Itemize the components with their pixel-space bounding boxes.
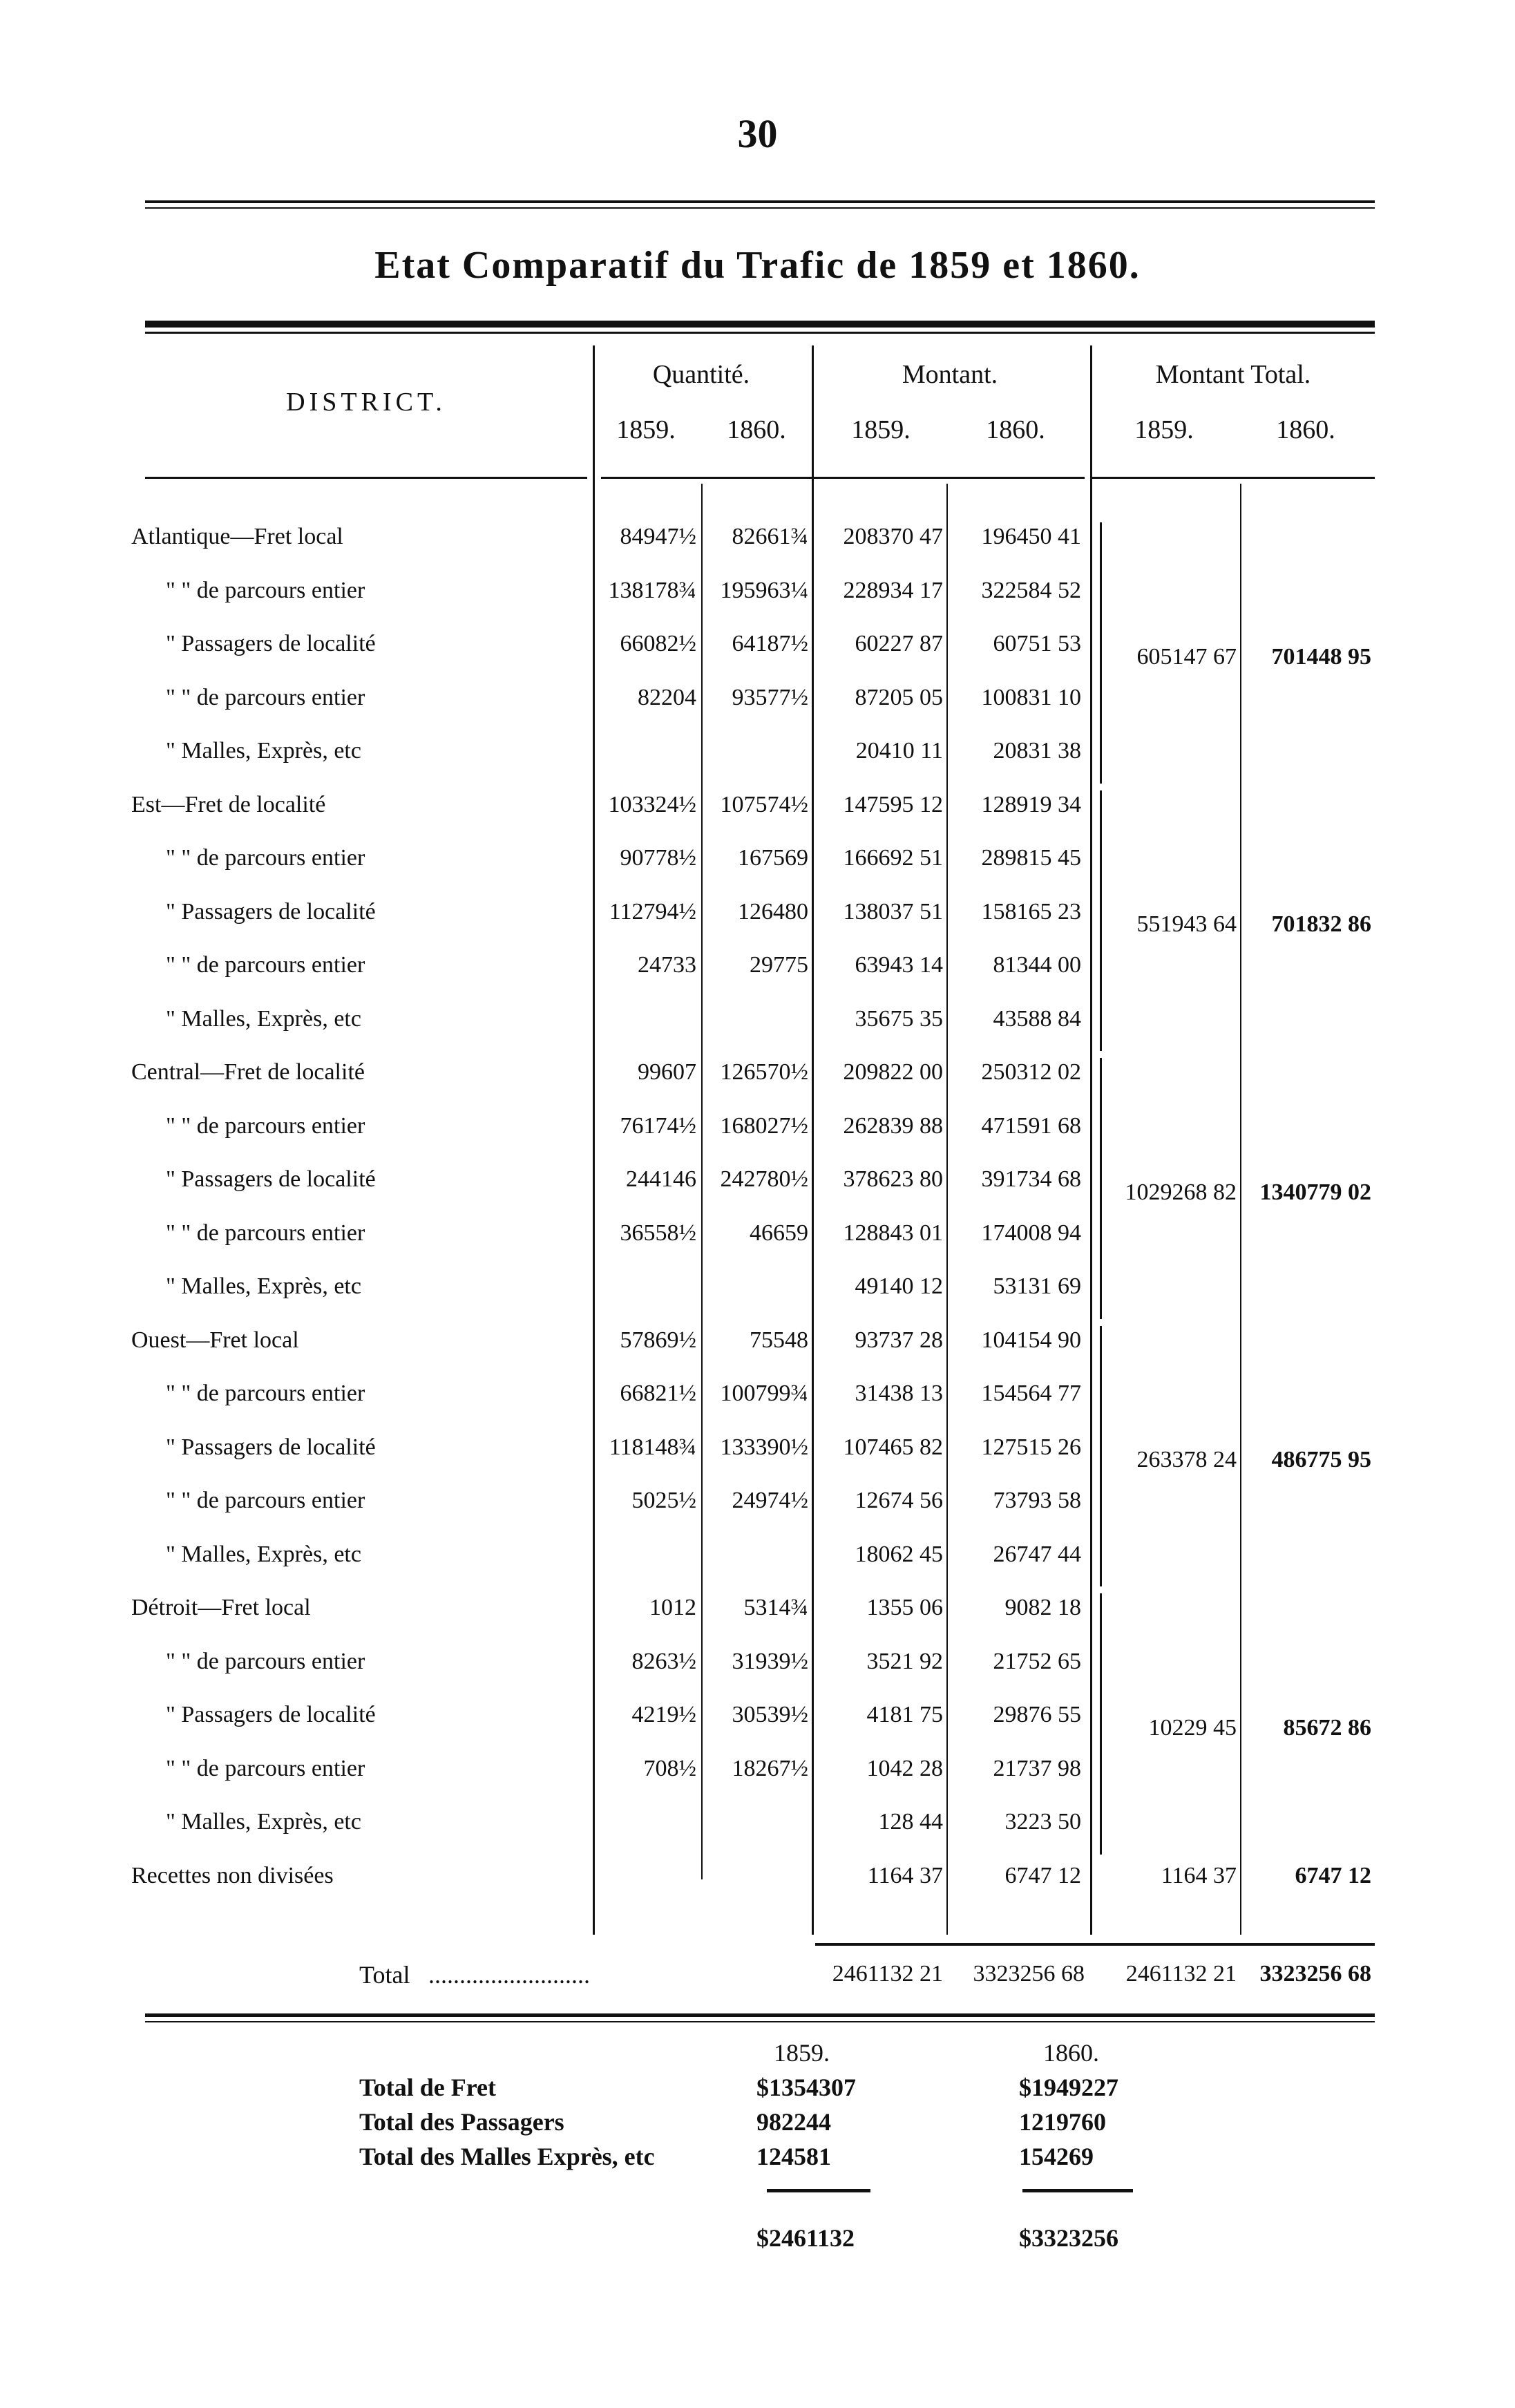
- row-label: Atlantique—Fret local: [131, 524, 343, 549]
- montant-1859: 18062 45: [855, 1541, 943, 1567]
- montant-1860: 471591 68: [981, 1112, 1081, 1139]
- row-label: " Malles, Exprès, etc: [166, 1273, 361, 1299]
- qty-1860: 46659: [750, 1220, 808, 1246]
- montant-1859: 3521 92: [866, 1648, 943, 1674]
- title-rule-b: [145, 332, 1375, 334]
- montant-1860: 81344 00: [993, 952, 1081, 978]
- qty-1859: 76174½: [620, 1112, 696, 1139]
- qty-1859: 66082½: [620, 631, 696, 656]
- row-label: " Malles, Exprès, etc: [166, 738, 361, 764]
- row-label: " Passagers de localité: [166, 1702, 376, 1727]
- total-label-dots: ..........................: [428, 1961, 590, 1989]
- qty-1860: 5314¾: [743, 1595, 808, 1620]
- recettes-t59: 1164 37: [1161, 1862, 1237, 1888]
- col-line-m-inner: [946, 484, 948, 1935]
- montant-1860: 9082 18: [1004, 1595, 1081, 1620]
- qty-1859: 8263½: [631, 1648, 696, 1674]
- row-label: Détroit—Fret local: [131, 1595, 311, 1620]
- header-t-1860: 1860.: [1276, 415, 1335, 444]
- group-brace: [1090, 522, 1102, 784]
- montant-1860: 26747 44: [993, 1541, 1081, 1567]
- row-label: " Malles, Exprès, etc: [166, 1005, 361, 1032]
- montant-1860: 289815 45: [981, 845, 1081, 871]
- header-district: DISTRICT.: [286, 388, 446, 417]
- summary-label: Total de Fret: [359, 2074, 496, 2101]
- montant-1860: 53131 69: [993, 1273, 1081, 1299]
- row-label: " " de parcours entier: [166, 1220, 365, 1246]
- montant-1859: 209822 00: [843, 1059, 943, 1085]
- summary-1860: $1949227: [1019, 2074, 1118, 2101]
- row-label: " " de parcours entier: [166, 684, 365, 710]
- total-rule-top: [815, 1943, 1375, 1946]
- summary-1860: 1219760: [1019, 2108, 1106, 2136]
- qty-1859: 5025½: [631, 1488, 696, 1513]
- qty-1859: 118148¾: [609, 1434, 696, 1460]
- qty-1859: 112794½: [609, 898, 696, 925]
- montant-1859: 87205 05: [855, 684, 943, 710]
- summary-1859: 124581: [756, 2143, 831, 2170]
- header-q-1860: 1860.: [727, 415, 786, 444]
- montant-1860: 104154 90: [981, 1327, 1081, 1353]
- qty-1860: 82661¾: [732, 524, 808, 549]
- group-brace: [1090, 1326, 1102, 1587]
- title-rule-a: [145, 321, 1375, 328]
- montant-1859: 128843 01: [843, 1220, 943, 1246]
- qty-1859: 57869½: [620, 1327, 696, 1353]
- montant-1860: 250312 02: [981, 1059, 1081, 1085]
- montant-1859: 12674 56: [855, 1488, 943, 1513]
- montant-1859: 147595 12: [843, 791, 943, 817]
- total-t59: 2461132 21: [1125, 1961, 1237, 1987]
- total-bottom-rule-a: [145, 2013, 1375, 2017]
- montant-1859: 1042 28: [866, 1755, 943, 1781]
- montant-1859: 60227 87: [855, 631, 943, 656]
- row-label: " Malles, Exprès, etc: [166, 1541, 361, 1567]
- summary-year-1859: 1859.: [774, 2039, 830, 2067]
- row-label: " Passagers de localité: [166, 1434, 376, 1460]
- montant-1859: 208370 47: [843, 524, 943, 549]
- header-bottom-rule-mid: [601, 477, 1085, 479]
- qty-1859: 1012: [649, 1595, 696, 1620]
- montant-1859: 138037 51: [843, 898, 943, 925]
- montant-1860: 60751 53: [993, 631, 1081, 656]
- montant-1860: 73793 58: [993, 1488, 1081, 1513]
- row-label: " Passagers de localité: [166, 1166, 376, 1192]
- montant-1860: 29876 55: [993, 1702, 1081, 1727]
- row-label: " " de parcours entier: [166, 1648, 365, 1674]
- qty-1860: 168027½: [720, 1112, 808, 1139]
- row-label: " Passagers de localité: [166, 898, 376, 925]
- montant-1859: 35675 35: [855, 1005, 943, 1032]
- qty-1860: 64187½: [732, 631, 808, 656]
- montant-1860: 196450 41: [981, 524, 1081, 549]
- total-bottom-rule-b: [145, 2021, 1375, 2022]
- summary-1860: 154269: [1019, 2143, 1094, 2170]
- total-1860: 486775 95: [1271, 1447, 1371, 1473]
- montant-1859: 63943 14: [855, 952, 943, 978]
- qty-1860: 126480: [738, 898, 808, 925]
- total-1860: 85672 86: [1283, 1714, 1371, 1741]
- qty-1860: 18267½: [732, 1755, 808, 1781]
- qty-1860: 29775: [750, 952, 808, 978]
- montant-1860: 20831 38: [993, 738, 1081, 764]
- summary-rule-1860: [1022, 2189, 1133, 2192]
- qty-1860: 133390½: [720, 1434, 808, 1460]
- montant-1859: 228934 17: [843, 577, 943, 603]
- qty-1859: 24733: [638, 952, 696, 978]
- summary-rule-1859: [767, 2189, 870, 2192]
- qty-1860: 242780½: [720, 1166, 808, 1192]
- row-label: " " de parcours entier: [166, 952, 365, 978]
- montant-1859: 378623 80: [843, 1166, 943, 1192]
- total-1860: 701448 95: [1271, 643, 1371, 670]
- qty-1860: 107574½: [720, 791, 808, 817]
- header-bottom-rule-right: [1092, 477, 1375, 479]
- total-1860: 1340779 02: [1259, 1179, 1371, 1205]
- total-1859: 551943 64: [1136, 911, 1237, 938]
- header-montant: Montant.: [902, 360, 998, 389]
- montant-1859: 107465 82: [843, 1434, 943, 1460]
- montant-1860: 21737 98: [993, 1755, 1081, 1781]
- header-q-1859: 1859.: [616, 415, 676, 444]
- col-line-q-inner: [701, 484, 703, 1879]
- summary-1859: $1354307: [756, 2074, 856, 2101]
- montant-1860: 128919 34: [981, 791, 1081, 817]
- montant-1859: 1355 06: [866, 1595, 943, 1620]
- qty-1860: 30539½: [732, 1702, 808, 1727]
- group-brace: [1090, 1058, 1102, 1319]
- summary-year-1860: 1860.: [1043, 2039, 1099, 2067]
- qty-1859: 36558½: [620, 1220, 696, 1246]
- total-m60: 3323256 68: [973, 1961, 1085, 1987]
- qty-1859: 66821½: [620, 1381, 696, 1406]
- total-label: Total: [359, 1961, 410, 1989]
- recettes-t60: 6747 12: [1295, 1862, 1371, 1888]
- total-1860: 701832 86: [1271, 911, 1371, 938]
- row-label: " Malles, Exprès, etc: [166, 1809, 361, 1835]
- total-1859: 10229 45: [1148, 1714, 1237, 1741]
- recettes-label: Recettes non divisées: [131, 1862, 334, 1888]
- qty-1860: 24974½: [732, 1488, 808, 1513]
- montant-1860: 158165 23: [981, 898, 1081, 925]
- montant-1860: 154564 77: [981, 1381, 1081, 1406]
- row-label: " " de parcours entier: [166, 1488, 365, 1513]
- montant-1859: 4181 75: [866, 1702, 943, 1727]
- montant-1859: 20410 11: [855, 738, 943, 764]
- total-m59: 2461132 21: [832, 1961, 943, 1987]
- montant-1860: 3223 50: [1004, 1809, 1081, 1835]
- recettes-m60: 6747 12: [1004, 1862, 1081, 1888]
- qty-1859: 82204: [638, 684, 696, 710]
- page-title: Etat Comparatif du Trafic de 1859 et 1860.: [374, 244, 1141, 287]
- header-m-1859: 1859.: [851, 415, 911, 444]
- montant-1859: 31438 13: [855, 1381, 943, 1406]
- group-brace: [1090, 1593, 1102, 1855]
- qty-1859: 708½: [643, 1755, 696, 1781]
- montant-1860: 43588 84: [993, 1005, 1081, 1032]
- page-number: 30: [737, 111, 778, 156]
- montant-1860: 391734 68: [981, 1166, 1081, 1192]
- montant-1860: 174008 94: [981, 1220, 1081, 1246]
- total-1859: 605147 67: [1136, 643, 1237, 670]
- header-bottom-rule-left: [145, 477, 587, 479]
- summary-grand-1859: $2461132: [756, 2224, 855, 2252]
- qty-1859: 4219½: [631, 1702, 696, 1727]
- group-brace: [1090, 790, 1102, 1052]
- qty-1859: 99607: [638, 1059, 696, 1085]
- summary-label: Total des Passagers: [359, 2108, 564, 2136]
- row-label: Central—Fret de localité: [131, 1059, 365, 1085]
- summary-1859: 982244: [756, 2108, 831, 2136]
- montant-1859: 166692 51: [843, 845, 943, 871]
- top-double-rule-b: [145, 207, 1375, 209]
- qty-1859: 244146: [626, 1166, 696, 1192]
- row-label: Est—Fret de localité: [131, 791, 326, 817]
- qty-1859: 90778½: [620, 845, 696, 871]
- row-label: " " de parcours entier: [166, 1755, 365, 1781]
- summary-grand-1860: $3323256: [1019, 2224, 1118, 2252]
- top-double-rule-a: [145, 200, 1375, 203]
- qty-1860: 93577½: [732, 684, 808, 710]
- qty-1859: 138178¾: [608, 577, 696, 603]
- qty-1860: 75548: [750, 1327, 808, 1353]
- qty-1860: 31939½: [732, 1648, 808, 1674]
- row-label: " Passagers de localité: [166, 631, 376, 656]
- total-1859: 263378 24: [1136, 1447, 1237, 1473]
- row-label: " " de parcours entier: [166, 845, 365, 871]
- qty-1860: 100799¾: [720, 1381, 808, 1406]
- qty-1860: 195963¼: [720, 577, 808, 603]
- col-line-t-inner: [1240, 484, 1241, 1935]
- montant-1860: 21752 65: [993, 1648, 1081, 1674]
- total-1859: 1029268 82: [1125, 1179, 1237, 1205]
- row-label: " " de parcours entier: [166, 1381, 365, 1406]
- montant-1859: 49140 12: [855, 1273, 943, 1299]
- header-t-1859: 1859.: [1134, 415, 1194, 444]
- recettes-m59: 1164 37: [867, 1862, 943, 1888]
- montant-1859: 262839 88: [843, 1112, 943, 1139]
- row-label: " " de parcours entier: [166, 1112, 365, 1139]
- total-t60: 3323256 68: [1259, 1961, 1371, 1987]
- row-label: " " de parcours entier: [166, 577, 365, 603]
- montant-1860: 100831 10: [981, 684, 1081, 710]
- montant-1859: 128 44: [878, 1809, 943, 1835]
- montant-1860: 127515 26: [981, 1434, 1081, 1460]
- row-label: Ouest—Fret local: [131, 1327, 299, 1353]
- qty-1860: 167569: [738, 845, 808, 871]
- qty-1860: 126570½: [720, 1059, 808, 1085]
- summary-label: Total des Malles Exprès, etc: [359, 2143, 655, 2170]
- qty-1859: 84947½: [620, 524, 696, 549]
- qty-1859: 103324½: [608, 791, 696, 817]
- header-quantite: Quantité.: [652, 360, 750, 389]
- montant-1860: 322584 52: [981, 577, 1081, 603]
- header-m-1860: 1860.: [986, 415, 1045, 444]
- header-montant-total: Montant Total.: [1155, 360, 1311, 389]
- montant-1859: 93737 28: [855, 1327, 943, 1353]
